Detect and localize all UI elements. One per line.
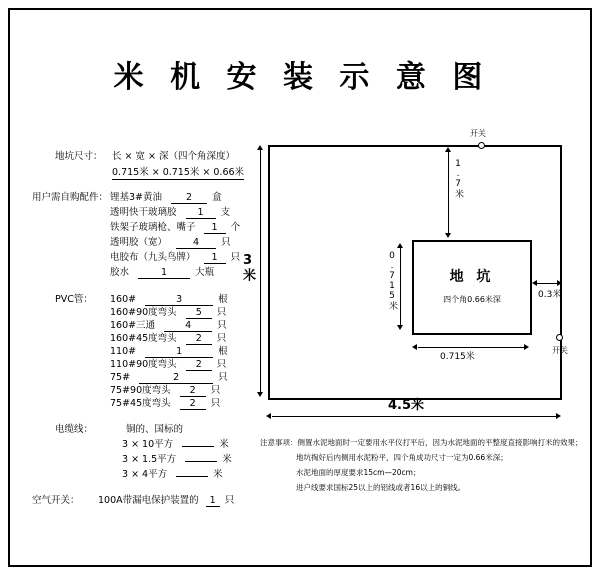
list-item — [110, 264, 214, 279]
top-gap-arrow-down — [445, 233, 451, 238]
width-dim-line — [272, 416, 558, 417]
pvc-name: 160# — [110, 294, 137, 305]
pvc-unit: 只 — [210, 398, 221, 409]
note-line: 水泥地面的厚度要求15cm—20cm； — [296, 468, 421, 477]
installation-drawing — [240, 129, 590, 425]
wire-qty — [185, 461, 217, 462]
pit-sublabel: 四个角0.66米深 — [443, 295, 501, 304]
pvc-name: 75# — [110, 372, 131, 383]
wire-qty — [182, 446, 214, 447]
top-gap-dim-line — [448, 151, 449, 235]
switch-bottom-label: 开关 — [552, 346, 568, 355]
pit-width-arrow-right — [524, 344, 529, 350]
note-text: 侧置水泥地面时一定要用水平仪打平后，因为水泥地面的平整度直接影响打米的效果； — [297, 438, 583, 447]
wire-name: 3 × 10平方 — [122, 439, 174, 450]
width-dim-arrow-left — [266, 413, 271, 419]
part-qty: 4 — [176, 237, 216, 249]
top-gap-arrow-up — [445, 147, 451, 152]
pvc-name: 110#90度弯头 — [110, 359, 177, 370]
pvc-unit: 只 — [217, 320, 227, 331]
notes-block — [260, 435, 590, 495]
pvc-unit: 只 — [210, 385, 221, 396]
part-name: 透明快干玻璃胶 — [110, 207, 177, 218]
pvc-unit: 只 — [218, 372, 228, 383]
list-item — [110, 234, 231, 249]
pvc-unit: 根 — [218, 346, 228, 357]
pit-width-arrow-left — [412, 344, 417, 350]
pit-label: 地 坑 — [449, 269, 495, 285]
pvc-name: 160#三通 — [110, 320, 156, 331]
switch-bottom-marker — [556, 334, 563, 341]
page-title: 米 机 安 装 示 意 图 — [113, 60, 491, 95]
right-gap-text: 0.3米 — [538, 290, 562, 300]
pvc-qty: 3 — [145, 294, 213, 306]
part-qty: 2 — [171, 192, 207, 204]
part-unit: 个 — [230, 222, 241, 233]
part-name: 透明胶（宽） — [110, 237, 168, 248]
height-dim-line — [260, 149, 261, 396]
pvc-qty: 1 — [145, 346, 213, 358]
pvc-qty: 2 — [139, 372, 213, 384]
wires-subheading: 铜的、国标的 — [126, 424, 184, 435]
wire-name: 3 × 1.5平方 — [122, 454, 177, 465]
pit-width-dim-line — [418, 347, 526, 348]
pvc-name: 160#45度弯头 — [110, 333, 177, 344]
notes-heading: 注意事项： — [260, 438, 298, 447]
note-line — [260, 435, 590, 450]
pit-size-value: 0.715米 × 0.715米 × 0.66米 — [112, 164, 244, 180]
list-item — [122, 466, 223, 480]
pvc-name: 75#90度弯头 — [110, 385, 171, 396]
pit-height-dim-line — [400, 247, 401, 327]
wire-name: 3 × 4平方 — [122, 469, 168, 480]
list-item — [110, 189, 222, 204]
airswitch-heading: 空气开关： — [32, 495, 80, 506]
pvc-unit: 根 — [218, 294, 228, 305]
pvc-qty: 2 — [186, 359, 212, 371]
pvc-unit: 只 — [216, 359, 227, 370]
pvc-unit: 只 — [216, 307, 227, 318]
list-item — [110, 204, 230, 219]
width-dim-arrow-right — [556, 413, 561, 419]
part-name: 胶水 — [110, 267, 130, 278]
right-gap-arrow-right — [557, 280, 562, 286]
note-line: 地坑掏好后内侧用水泥粉平，四个角成功尺寸一定为0.66米深； — [296, 453, 508, 462]
part-unit: 只 — [221, 237, 231, 248]
pvc-name: 160#90度弯头 — [110, 307, 177, 318]
pvc-heading: PVC管： — [55, 294, 93, 305]
height-dim-arrow-top — [257, 145, 263, 150]
part-unit: 支 — [220, 207, 231, 218]
height-dim-arrow-bottom — [257, 392, 263, 397]
height-dim-text: 3米 — [240, 253, 255, 281]
switch-top-label: 开关 — [470, 129, 486, 138]
part-qty: 1 — [204, 222, 226, 234]
airswitch-qty: 1 — [206, 495, 220, 507]
wire-qty — [176, 476, 208, 477]
wires-heading: 电缆线： — [55, 424, 94, 435]
list-item — [110, 395, 220, 410]
part-name: 锂基3#黄油 — [110, 192, 163, 203]
pit-outline — [412, 240, 532, 335]
part-qty: 1 — [204, 252, 226, 264]
pit-size-label: 地坑尺寸： — [55, 151, 103, 162]
pvc-qty: 2 — [180, 385, 206, 397]
pvc-name: 75#45度弯头 — [110, 398, 171, 409]
part-name: 电胶布（九头鸟牌） — [110, 252, 196, 263]
list-item — [110, 219, 240, 234]
wire-unit: 米 — [222, 454, 232, 465]
list-item — [110, 249, 240, 264]
right-gap-arrow-left — [532, 280, 537, 286]
pvc-name: 110# — [110, 346, 137, 357]
part-unit: 大瓶 — [195, 267, 215, 278]
list-item — [122, 451, 232, 465]
pit-height-arrow-down — [397, 325, 403, 330]
part-qty: 1 — [138, 267, 190, 279]
part-unit: 只 — [230, 252, 241, 263]
pit-width-text: 0.715米 — [440, 352, 475, 362]
part-unit: 盒 — [212, 192, 222, 203]
pvc-qty: 4 — [164, 320, 212, 332]
airswitch-unit: 只 — [224, 495, 235, 506]
airswitch-name: 100A带漏电保护装置的 — [98, 495, 199, 506]
pit-height-text: 0.715米 — [387, 251, 397, 310]
diagram-sheet — [8, 8, 592, 567]
pit-size-formula: 长 × 宽 × 深（四个角深度） — [112, 151, 235, 162]
list-item — [122, 436, 229, 450]
pvc-qty: 2 — [186, 333, 212, 345]
wire-unit: 米 — [213, 469, 223, 480]
wire-unit: 米 — [219, 439, 229, 450]
width-dim-text: 4.5米 — [388, 398, 425, 413]
list-item — [98, 492, 234, 507]
top-gap-text: 1.7米 — [453, 159, 463, 198]
part-qty: 1 — [186, 207, 216, 219]
parts-heading: 用户需自购配件： — [32, 192, 109, 203]
note-line: 进户线要求国标25以上的铝线或者16以上的铜线。 — [296, 483, 466, 492]
part-name: 铁架子玻璃枪、嘴子 — [110, 222, 196, 233]
pvc-unit: 只 — [216, 333, 227, 344]
pvc-qty: 2 — [180, 398, 206, 410]
switch-top-marker — [478, 142, 485, 149]
pit-height-arrow-up — [397, 243, 403, 248]
pvc-qty: 5 — [186, 307, 212, 319]
